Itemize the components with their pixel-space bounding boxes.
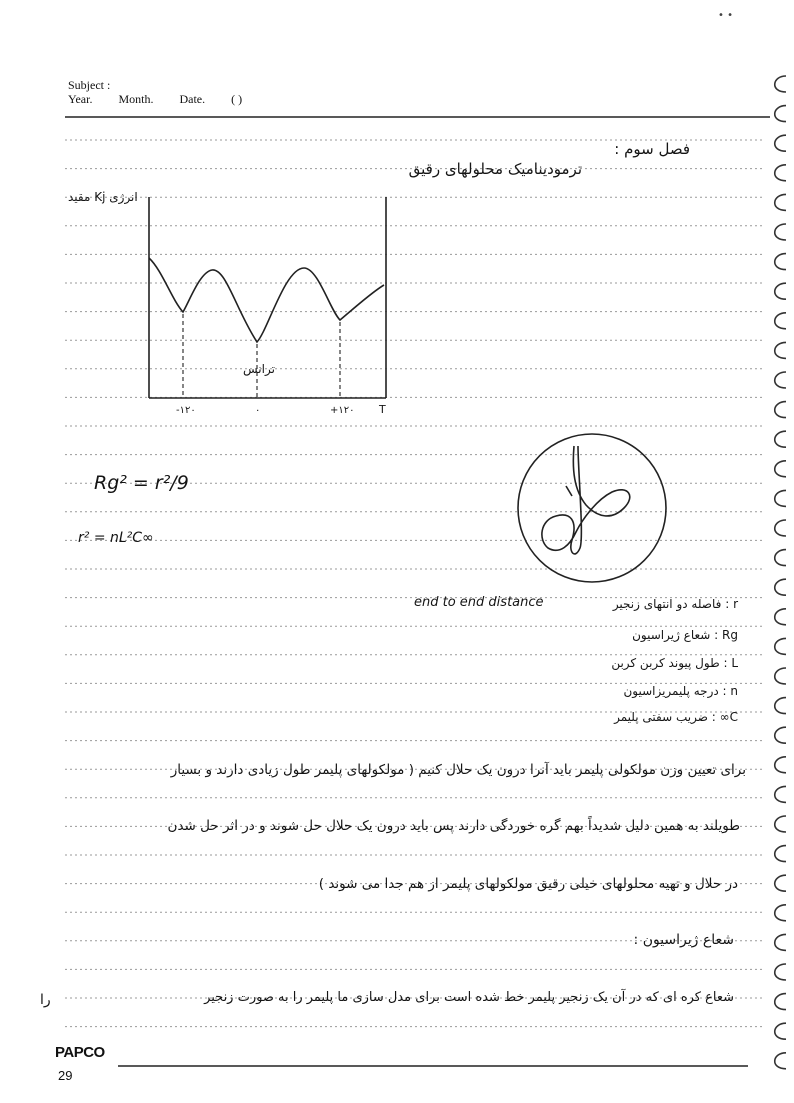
binder-hole [775, 254, 786, 270]
definition-r: r : فاصله دو انتهای زنجیر [612, 597, 738, 611]
binder-hole [775, 224, 786, 240]
definition-n: n : درجه پلیمریزاسیون [623, 684, 738, 698]
year-label: Year. [68, 92, 93, 106]
binder-hole [775, 846, 786, 862]
binder-hole [775, 934, 786, 950]
binder-hole [775, 165, 786, 181]
tick-label-neg: -۱۲۰ [176, 405, 196, 416]
binder-hole [775, 816, 786, 832]
ruled-lines [65, 140, 765, 1027]
graph-ylabel: انرژی Kj مقید [68, 190, 138, 204]
random-coil-diagram [518, 434, 666, 582]
binder-hole [775, 490, 786, 506]
binder-hole [775, 76, 786, 92]
binder-hole [775, 1023, 786, 1039]
page-header [68, 78, 242, 106]
tick-label-pos: +۱۲۰ [330, 405, 355, 416]
gyration-line: شعاع کره ای که در آن یک زنجیر پلیمر خط شده است برای مدل سازی ما پلیمر را به صورت زنجیر [204, 990, 734, 1005]
section-title: فصل سوم : [614, 140, 690, 158]
binder-hole [775, 579, 786, 595]
gyration-tail: را [40, 992, 51, 1008]
definition-c-inf: C∞ : ضریب سفتی پلیمر [614, 710, 738, 724]
binder-hole [775, 372, 786, 388]
binder-hole [775, 905, 786, 921]
binder-hole [775, 994, 786, 1010]
binder-hole [775, 313, 786, 329]
binder-hole [775, 431, 786, 447]
gyration-heading: شعاع ژیراسیون : [633, 932, 734, 948]
formula-r: r² = nL²C∞ [78, 530, 154, 546]
binder-hole [775, 342, 786, 358]
binder-hole [775, 135, 786, 151]
date-paren: ( ) [231, 92, 243, 106]
polymer-chain [542, 446, 630, 554]
binder-hole [775, 402, 786, 418]
paragraph-line-3: در حلال و تهیه محلولهای خیلی رقیق مولکولهای پلیمر از هم جدا می شوند ) [318, 876, 738, 892]
energy-curve [149, 258, 384, 342]
paragraph-line-1: برای تعیین وزن مولکولی پلیمر باید آنرا درون یک حلال کنیم ( مولکولهای پلیمر طول زیادی دارند و بسیار [170, 762, 746, 778]
binder-hole [775, 1053, 786, 1069]
binder-hole [775, 550, 786, 566]
brand-logo: PAPCO [55, 1044, 105, 1061]
binder-hole [775, 757, 786, 773]
binder-hole [775, 194, 786, 210]
binder-hole [775, 727, 786, 743]
binder-hole [775, 520, 786, 536]
page-number: 29 [58, 1068, 73, 1083]
binder-hole [775, 461, 786, 477]
graph-min-label: ترانس [243, 362, 275, 376]
binder-hole [775, 786, 786, 802]
binder-hole [775, 609, 786, 625]
definition-rg: Rg : شعاع ژیراسیون [632, 628, 738, 642]
tick-label-zero: ۰ [255, 405, 261, 416]
binder-hole [775, 106, 786, 122]
chain-end-marker [566, 486, 572, 496]
subject-label: Subject : [68, 78, 111, 92]
binder-hole [775, 698, 786, 714]
diagram-title: ترمودینامیک محلولهای رقیق [408, 160, 582, 178]
definition-l: L : طول پیوند کربن کربن [611, 656, 738, 670]
month-label: Month. [118, 92, 154, 106]
binder-hole [775, 283, 786, 299]
end-to-end-label: end to end distance [414, 595, 544, 610]
formula-rg: Rg² = r²/9 [94, 472, 189, 494]
binder-holes [775, 76, 786, 1069]
binder-hole [775, 875, 786, 891]
binder-hole [775, 638, 786, 654]
minimum-guides [183, 314, 340, 398]
binder-hole [775, 964, 786, 980]
tick-label-t: T [379, 403, 386, 416]
binder-hole [775, 668, 786, 684]
date-label: Date. [179, 92, 206, 106]
paragraph-line-2: طویلند به همین دلیل شدیداً بهم گره خوردگی دارند پس باید درون یک حلال حل شوند و در اثر حل شدن [167, 818, 740, 834]
svg-text:• •: • • [718, 10, 733, 21]
